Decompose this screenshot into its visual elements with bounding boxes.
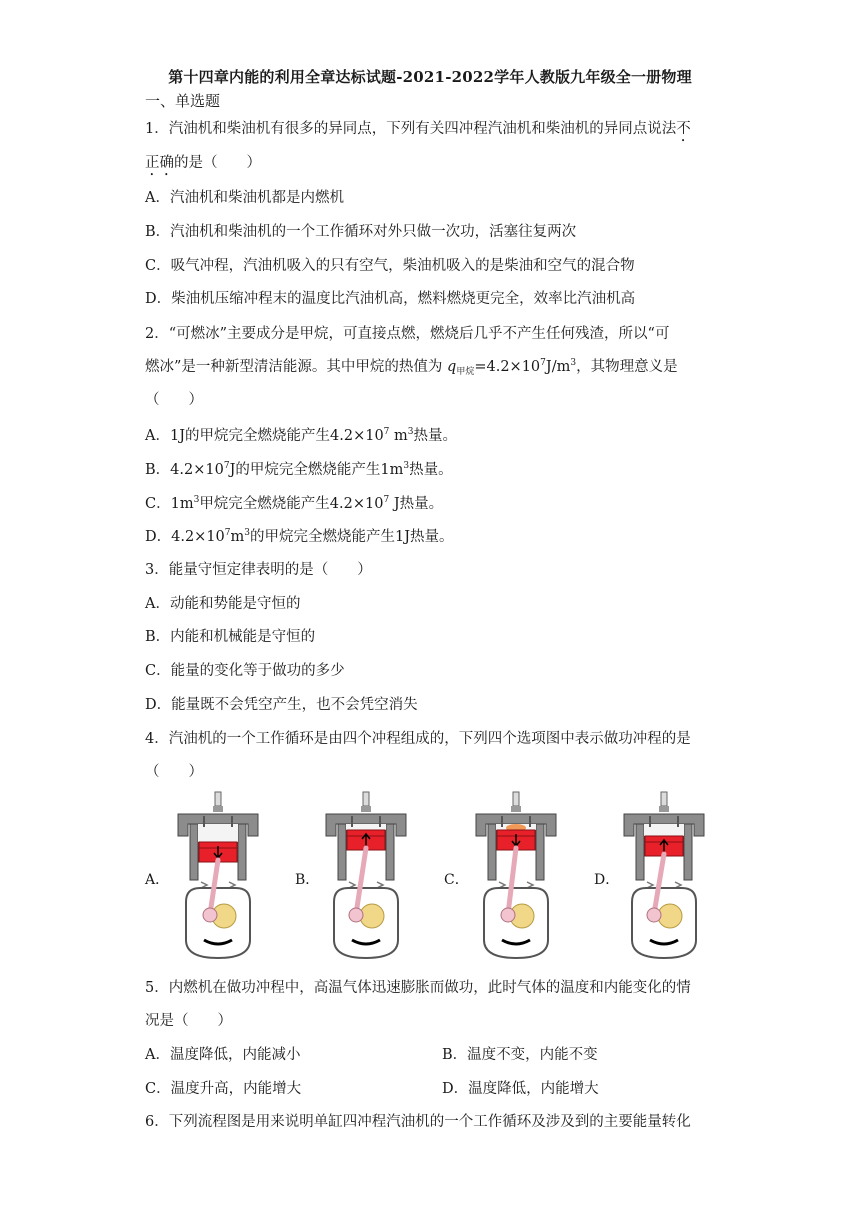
q1-stem-tail: 的是（ ） [174,155,261,171]
q5-option-c: C．温度升高，内能增大 [145,1081,302,1097]
engine-diagram-b [316,790,416,960]
engine-diagram-c [466,790,566,960]
engine-diagram-a [168,790,268,960]
q2-stem-post: ，其物理意义是 [576,359,678,375]
q4-label-b: B． [295,872,320,888]
q2-stem-pre: 燃冰”是一种新型清洁能源。其中甲烷的热值为 [145,359,443,375]
q5-option-a: A．温度降低，内能减小 [145,1047,301,1063]
q2-q-unit: J/m [545,359,571,375]
q2-a-pre: A．1J的甲烷完全燃烧能产生4.2×10 [145,428,384,444]
q1-stem-line1 [145,117,691,145]
q1-stem-text: 1．汽油机和柴油机有很多的异同点，下列有关四冲程汽油机和柴油机的异同点说法 [145,121,677,137]
flywheel [360,904,384,928]
q2-c-pre: C．1m [145,496,194,512]
flywheel [658,904,682,928]
q5-stem-line1: 5．内燃机在做功冲程中，高温气体迅速膨胀而做功，此时气体的温度和内能变化的情 [145,980,691,996]
q2-c-mid: 甲烷完全燃烧能产生4.2×10 [199,496,384,512]
spark-plug-icon [661,792,667,806]
spark-plug-icon [215,792,221,806]
spark-plug-base [213,806,223,812]
q2-d-mid: m [230,529,245,545]
crank-pin [647,908,661,922]
q2-b-mid: J的甲烷完全燃烧能产生1m [229,462,404,478]
q1-option-a: A．汽油机和柴油机都是内燃机 [145,190,344,206]
q5-option-b: B．温度不变，内能不变 [442,1047,598,1063]
q2-c-post: J热量。 [389,496,444,512]
q2-q-subscript: 甲烷 [456,367,475,377]
q2-a-exp: 7 [383,427,390,437]
q2-q-symbol: q [447,359,457,375]
cylinder-wall-left [488,824,496,880]
cylinder-wall-left [190,824,198,880]
q2-option-b [145,458,453,479]
q2-q-exponent: 7 [540,358,546,368]
q4-stem-line1: 4．汽油机的一个工作循环是由四个冲程组成的，下列四个选项图中表示做功冲程的是 [145,731,691,747]
engine-diagram-d [614,790,714,960]
q3-option-a: A．动能和势能是守恒的 [145,596,301,612]
q1-option-c: C．吸气冲程，汽油机吸入的只有空气，柴油机吸入的是柴油和空气的混合物 [145,258,635,274]
spark-plug-base [511,806,521,812]
cylinder-wall-right [684,824,692,880]
q4-answer-bracket: （ ） [145,764,203,780]
spark-plug-base [361,806,371,812]
crank-pin [501,908,515,922]
document-title: 第十四章内能的利用全章达标试题-2021-2022学年人教版九年级全一册物理 [168,68,692,86]
cylinder-wall-left [338,824,346,880]
q2-q-unit-exponent: 3 [570,358,577,368]
q2-stem-line1: 2．“可燃冰”主要成分是甲烷，可直接点燃，燃烧后几乎不产生任何残渣，所以“可 [145,326,670,342]
q2-d-exp2: 3 [244,528,251,538]
q3-option-b: B．内能和机械能是守恒的 [145,629,316,645]
q3-stem: 3．能量守恒定律表明的是（ ） [145,562,372,578]
spark-plug-icon [513,792,519,806]
q2-d-exp: 7 [224,528,231,538]
q2-a-exp2: 3 [407,427,414,437]
q2-option-d [145,525,454,546]
q1-option-d: D．柴油机压缩冲程末的温度比汽油机高，燃料燃烧更完全，效率比汽油机高 [145,291,636,307]
q3-option-c: C．能量的变化等于做功的多少 [145,663,345,679]
q2-answer-bracket: （ ） [145,392,203,408]
q1-stem-line2 [145,151,261,179]
q2-a-post: 热量。 [413,428,457,444]
q2-b-exp2: 3 [403,461,410,471]
crank-pin [203,908,217,922]
q1-emphasis-text: 不 [676,121,691,137]
spark-plug-icon [363,792,369,806]
q4-label-c: C． [444,872,469,888]
q2-q-value: =4.2×10 [474,359,541,375]
q4-label-d: D． [594,872,620,888]
cylinder-wall-right [536,824,544,880]
crank-pin [349,908,363,922]
q2-a-mid: m [389,428,408,444]
q5-option-d: D．温度降低，内能增大 [442,1081,599,1097]
cylinder-wall-right [238,824,246,880]
section-heading: 一、单选题 [145,92,221,110]
q1-emphasis-text-2: 正确 [145,155,174,171]
spark-plug-base [659,806,669,812]
q2-b-exp: 7 [223,461,230,471]
q4-label-a: A． [145,872,170,888]
q6-stem-line1: 6．下列流程图是用来说明单缸四冲程汽油机的一个工作循环及涉及到的主要能量转化 [145,1114,691,1130]
q5-stem-line2: 况是（ ） [145,1013,232,1029]
q2-b-post: 热量。 [409,462,453,478]
q2-b-pre: B．4.2×10 [145,462,224,478]
q2-c-exp2: 7 [383,495,390,505]
q2-option-c [145,492,443,513]
q2-d-post: 的甲烷完全燃烧能产生1J热量。 [250,529,454,545]
q2-d-pre: D．4.2×10 [145,529,225,545]
q2-c-exp: 3 [193,495,200,505]
cylinder-wall-left [636,824,644,880]
q1-option-b: B．汽油机和柴油机的一个工作循环对外只做一次功，活塞往复两次 [145,224,577,240]
cylinder-wall-right [386,824,394,880]
q3-option-d: D．能量既不会凭空产生，也不会凭空消失 [145,697,418,713]
q2-stem-line2 [145,355,678,377]
q2-option-a [145,424,457,445]
